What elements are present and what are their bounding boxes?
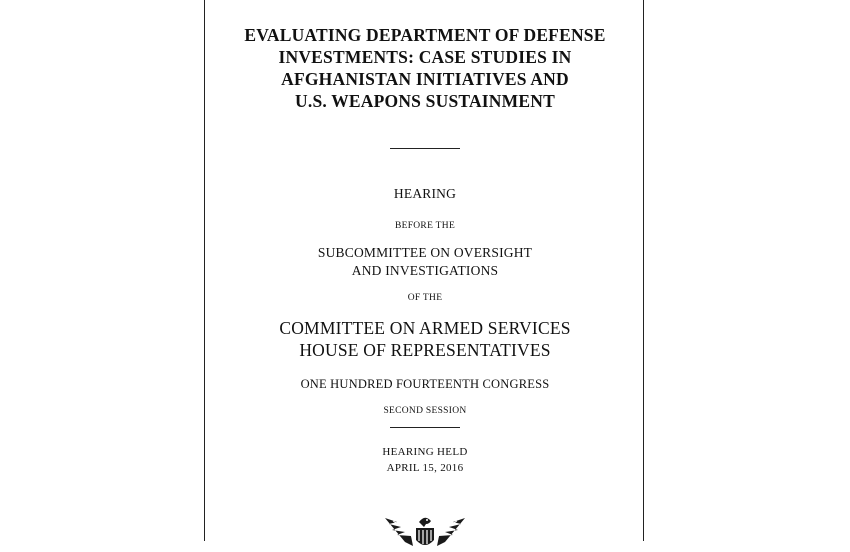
committee-line-2: HOUSE OF REPRESENTATIVES [299, 340, 551, 360]
hearing-date: APRIL 15, 2016 [386, 462, 464, 474]
committee-line-1: COMMITTEE ON ARMED SERVICES [279, 318, 571, 338]
session-label: SECOND SESSION [383, 406, 467, 416]
hearing-held-label: HEARING HELD [382, 446, 468, 458]
title-line-2: INVESTMENTS: CASE STUDIES IN [278, 47, 572, 67]
document-page [204, 0, 644, 541]
title-divider [390, 148, 460, 149]
title-line-4: U.S. WEAPONS SUSTAINMENT [295, 91, 555, 111]
congress-label: ONE HUNDRED FOURTEENTH CONGRESS [300, 377, 550, 391]
subcommittee-line-2: AND INVESTIGATIONS [351, 263, 499, 278]
subcommittee-line-1: SUBCOMMITTEE ON OVERSIGHT [317, 245, 533, 260]
eagle-seal-icon [383, 512, 467, 552]
session-divider [390, 427, 460, 428]
hearing-label: HEARING [393, 186, 457, 201]
title-line-3: AFGHANISTAN INITIATIVES AND [281, 69, 569, 89]
of-the-label: OF THE [407, 293, 443, 303]
title-line-1: EVALUATING DEPARTMENT OF DEFENSE [244, 25, 606, 45]
document-title [205, 24, 645, 112]
before-the-label: BEFORE THE [394, 221, 456, 231]
